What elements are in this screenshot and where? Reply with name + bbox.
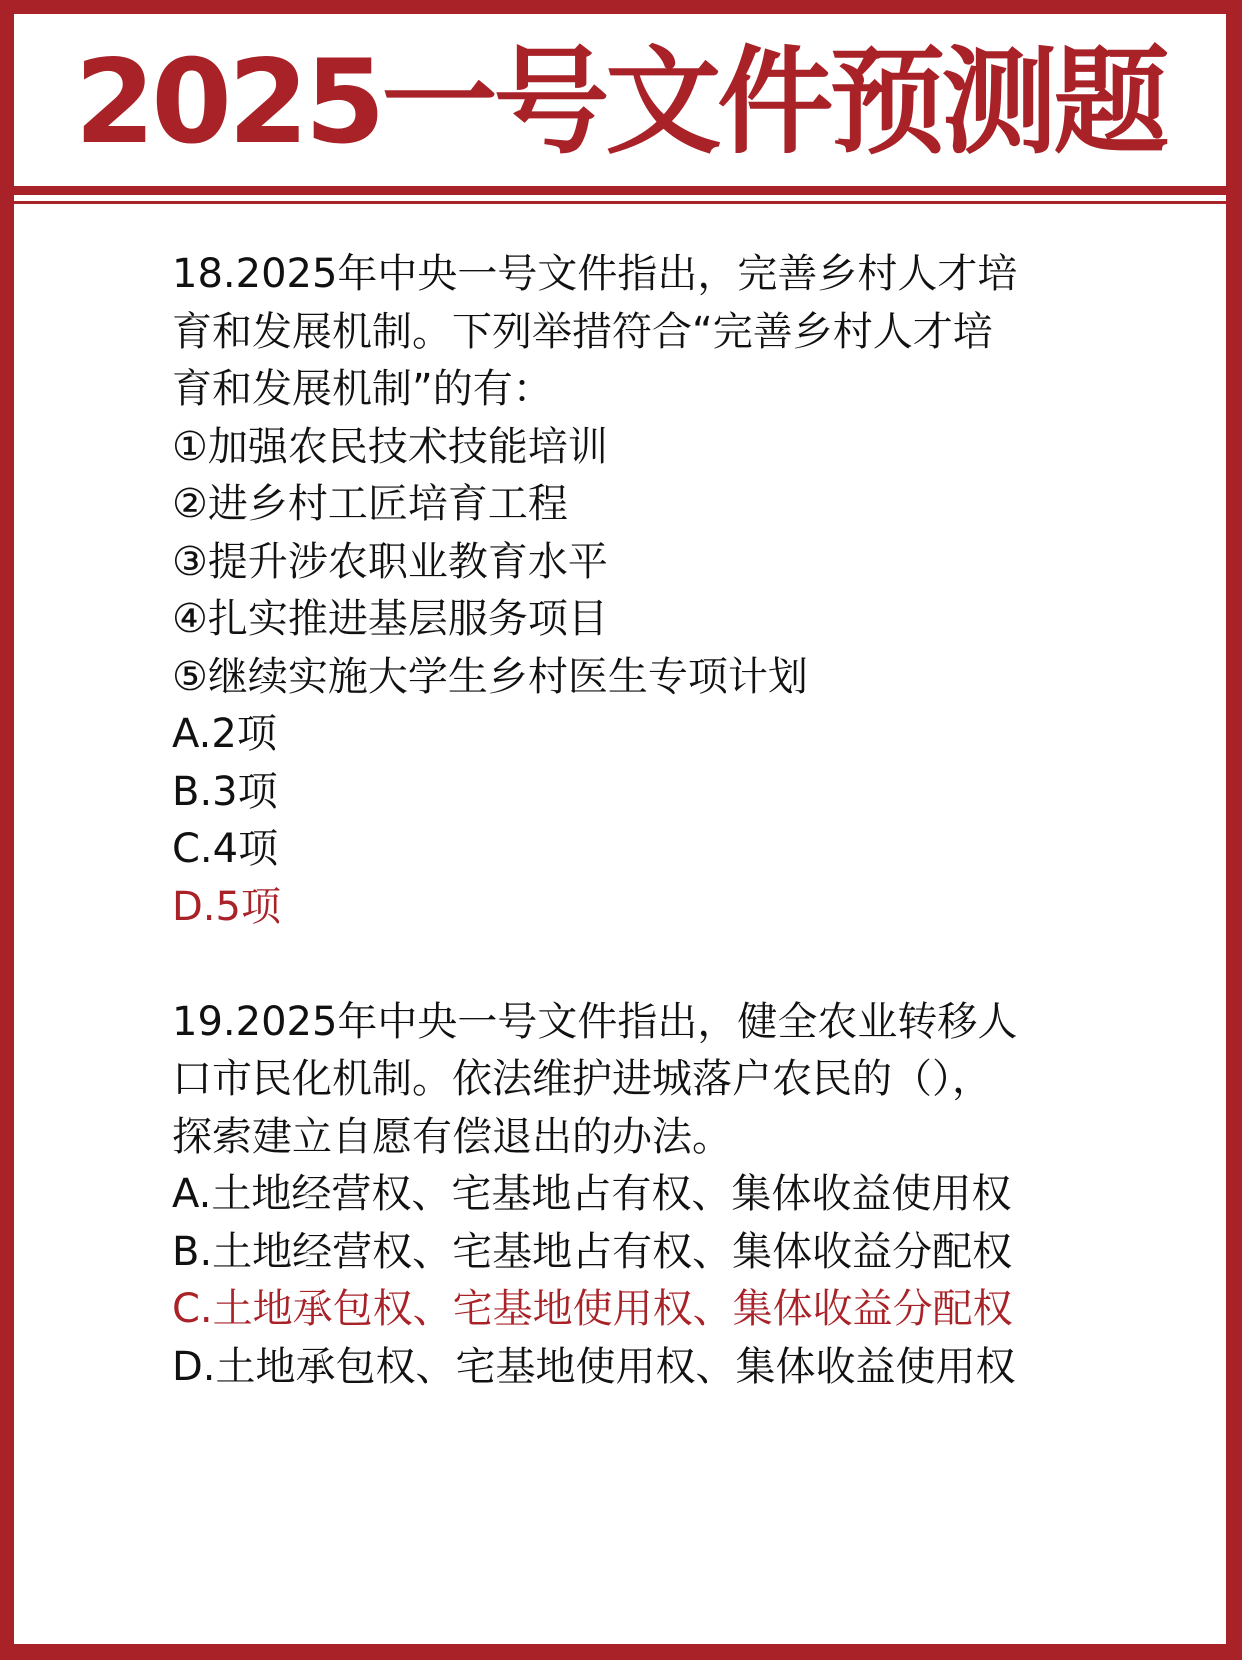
question-19-option-c-correct: C.土地承包权、宅基地使用权、集体收益分配权	[172, 1286, 1013, 1332]
question-18-option-a: A.2项	[172, 711, 277, 757]
question-19-stem-line-3: 探索建立自愿有偿退出的办法。	[172, 1113, 732, 1160]
question-spacer	[172, 936, 1112, 994]
title-divider-thin	[14, 201, 1226, 204]
question-19-stem-line-1: 19.2025年中央一号文件指出，健全农业转移人	[172, 998, 1018, 1045]
page-title: 2025一号文件预测题	[74, 35, 1166, 170]
question-19-option-d: D.土地承包权、宅基地使用权、集体收益使用权	[172, 1343, 1016, 1390]
question-18-stem-line-2: 育和发展机制。下列举措符合“完善乡村人才培	[172, 308, 993, 355]
question-18-statement-1: ①加强农民技术技能培训	[172, 423, 608, 470]
question-18-statement-5: ⑤继续实施大学生乡村医生专项计划	[172, 653, 808, 700]
question-18-statement-4: ④扎实推进基层服务项目	[172, 596, 608, 642]
title-banner	[14, 14, 1226, 186]
question-card	[14, 14, 1226, 1644]
question-19-option-a: A.土地经营权、宅基地占有权、集体收益使用权	[172, 1171, 1012, 1217]
question-18-stem-line-1: 18.2025年中央一号文件指出，完善乡村人才培	[172, 251, 1018, 297]
questions-body	[172, 246, 1112, 1396]
question-18-statement-2: ②进乡村工匠培育工程	[172, 481, 568, 527]
question-18-statement-3: ③提升涉农职业教育水平	[172, 538, 608, 585]
question-18-option-c: C.4项	[172, 826, 279, 872]
title-divider-thick	[14, 186, 1226, 195]
question-19-stem-line-2: 口市民化机制。依法维护进城落户农民的（），	[172, 1056, 992, 1102]
question-18-option-d-correct: D.5项	[172, 883, 281, 930]
question-18	[172, 246, 1112, 936]
question-19	[172, 994, 1112, 1397]
question-18-stem-line-3: 育和发展机制”的有：	[172, 366, 553, 412]
question-18-option-b: B.3项	[172, 768, 278, 815]
question-19-option-b: B.土地经营权、宅基地占有权、集体收益分配权	[172, 1228, 1013, 1275]
